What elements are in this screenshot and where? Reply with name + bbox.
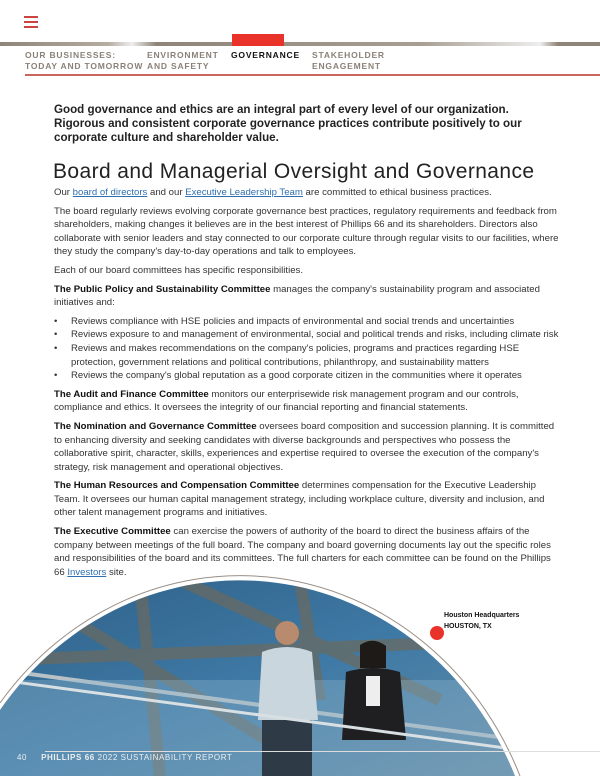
list-item: • Reviews compliance with HSE policies and impacts of environmental and social trends and uncertainties bbox=[54, 315, 564, 329]
photo-caption: Houston Headquarters HOUSTON, TX bbox=[444, 612, 520, 630]
page-number: 40 bbox=[17, 753, 28, 762]
board-of-directors-link[interactable]: board of directors bbox=[72, 187, 148, 198]
list-item: • Reviews and makes recommendations on the company's policies, programs and practices regarding HSE protection, government relations and political contributions, philanthropy, and sustainability matters bbox=[54, 342, 564, 369]
location-marker-icon bbox=[430, 626, 444, 640]
footer-rule bbox=[45, 751, 600, 752]
tab-environment-safety[interactable]: ENVIRONMENT AND SAFETY bbox=[147, 50, 219, 71]
tab-governance[interactable]: GOVERNANCE bbox=[231, 50, 300, 60]
intro-text: Good governance and ethics are an integral part of every level of our organization. Rigorous and consistent corporate governance practices contribute positively to our corporate culture and shareholder value. bbox=[54, 103, 522, 144]
investors-link[interactable]: Investors bbox=[67, 566, 107, 578]
footer: 40 PHILLIPS 66 2022 SUSTAINABILITY REPORT bbox=[17, 753, 233, 762]
paragraph: Each of our board committees has specific responsibilities. bbox=[54, 264, 304, 276]
tab-stakeholder-engagement[interactable]: STAKEHOLDER ENGAGEMENT bbox=[312, 50, 385, 71]
page-title: Board and Managerial Oversight and Governance bbox=[53, 160, 535, 183]
paragraph: The board regularly reviews evolving corporate governance best practices, regulatory requirements and feedback from shareholders, making changes it believes are in the best interest of Phillips 66 and its shareholders. Directors also collaborate with senior leaders and stay connected to our corporate culture through regular visits to our facilities, where they study the company's day-to-day operations and talk to employees. bbox=[54, 205, 559, 258]
list-item: • Reviews the company's global reputation as a good corporate citizen in the communities where it operates bbox=[54, 369, 564, 383]
executive-leadership-link[interactable]: Executive Leadership Team bbox=[185, 187, 303, 198]
tab-our-businesses[interactable]: OUR BUSINESSES: TODAY AND TOMORROW bbox=[25, 50, 144, 71]
list-item: • Reviews exposure to and management of environmental, social and political trends and risks, including climate risk bbox=[54, 328, 564, 342]
body-text: Our board of directors and our Executive Leadership Team are committed to ethical business practices. The board regularly reviews evolving corporate governance best practices, regulatory requirements and feedback from shareholders, making changes it believes are in the best interest of Phillips 66 and its shareholders. Directors also collaborate with senior leaders and stay connected to our corporate culture through regular visits to our facilities, where they study the company's day-to-day operations and talk to employees. Each of our board committees has specific responsibilities. The Public Policy and Sustainability Committee manages the company's sustainability program and associated initiatives and: • Reviews compliance with HSE policies and impacts of environmental and social trends and uncertainties • Reviews exposure to and management of environmental, social and political trends and risks, including climate risk • Reviews and makes recommendations on the company's policies, programs and practices regarding HSE protection, government relations and political contributions, philanthropy, and sustainability matters • Reviews the company's global reputation as a good corporate citizen in the communities where it operates The Audit and Finance Committee monitors our enterprisewide risk management program and our controls, compliance and ethics. It oversees the integrity of our financial reporting and financial statements. The Nomination and Governance Committee oversees board composition and succession planning. It is committed to enhancing diversity and seeking candidates with diverse backgrounds and perspectives who possess the collaborative spirit, character, skills, experiences and expertise required to oversee the execution of the company's strategy, risk management and operational objectives. The Human Resources and Compensation Committee determines compensation for the Executive Leadership Team. It oversees our human capital management strategy, including workplace culture, diversity and inclusion, and other talent management programs and initiatives. The Executive Committee can exercise the powers of authority of the board to direct the business affairs of the company between meetings of the full board. The company and board governing documents lay out the specific roles and responsibilities of the board and its committees. The full charters for each committee can be found on the Phillips 66 Investors site. bbox=[54, 186, 564, 584]
